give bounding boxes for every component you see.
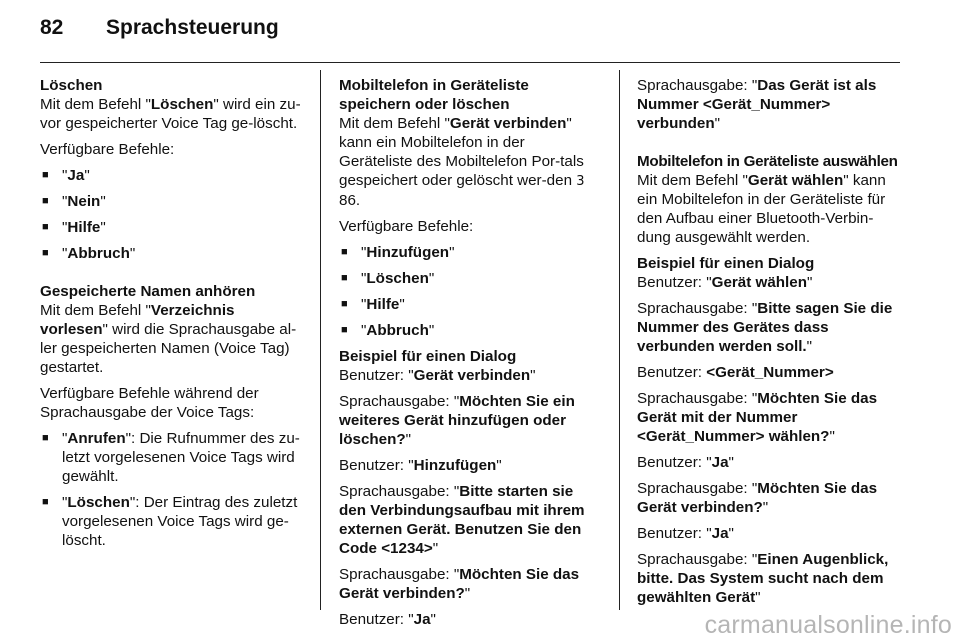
- column-2: [339, 76, 601, 636]
- dialog-line: Sprachausgabe: "Möchten Sie ein weiteres Gerät hinzufügen oder löschen?": [339, 393, 575, 448]
- column-1: [40, 76, 302, 557]
- paragraph: Mit dem Befehl "Löschen" wird ein zu-vor gespeicherter Voice Tag ge-löscht.: [40, 96, 301, 132]
- column-3: [637, 76, 899, 614]
- dialog-line: Sprachausgabe: "Bitte starten sie den Verbindungsaufbau mit ihrem externen Gerät. Benutzen Sie den Code <1234>": [339, 483, 585, 557]
- section-heading: Gespeicherte Namen anhören: [40, 283, 256, 300]
- list-item: ■ "Abbruch": [339, 321, 601, 340]
- arrow-icon: 3: [576, 174, 585, 189]
- section-heading: Mobiltelefon in Geräteliste speichern oder löschen: [339, 77, 529, 113]
- paragraph: Verfügbare Befehle während der Sprachausgabe der Voice Tags:: [40, 385, 259, 421]
- dialog-line: Benutzer: "Ja": [637, 525, 734, 542]
- dialog-line: Sprachausgabe: "Einen Augenblick, bitte. Das System sucht nach dem gewählten Gerät": [637, 551, 889, 606]
- list-item: ■ "Ja": [40, 166, 302, 185]
- list-item: ■ "Hilfe": [40, 218, 302, 237]
- dialog-line: Benutzer: "Ja": [637, 454, 734, 471]
- list-item: ■ "Löschen": [339, 269, 601, 288]
- paragraph: Verfügbare Befehle:: [339, 218, 474, 235]
- list-item: ■ "Hilfe": [339, 295, 601, 314]
- dialog-line: Benutzer: "Gerät verbinden": [339, 367, 536, 384]
- dialog-line: Benutzer: "Hinzufügen": [339, 457, 502, 474]
- column-divider: [619, 70, 620, 610]
- section-heading: Mobiltelefon in Geräteliste auswählen: [637, 153, 898, 170]
- page-header: [40, 16, 279, 40]
- dialog-line: Benutzer: <Gerät_Nummer>: [637, 364, 834, 381]
- dialog-line: Sprachausgabe: "Das Gerät ist als Nummer <Gerät_Nummer> verbunden": [637, 77, 877, 132]
- paragraph: Mit dem Befehl "Gerät wählen" kann ein Mobiltelefon in der Geräteliste für den Aufbau einer Bluetooth-Verbin-dung ausgewählt werden.: [637, 172, 886, 246]
- section-heading: Beispiel für einen Dialog: [339, 348, 517, 365]
- list-item: ■ "Nein": [40, 192, 302, 211]
- page-title: Sprachsteuerung: [106, 16, 279, 39]
- paragraph: Mit dem Befehl "Verzeichnis vorlesen" wird die Sprachausgabe al-ler gespeicherten Namen (Voice Tag) gestartet.: [40, 302, 297, 376]
- list-item: ■ "Löschen": Der Eintrag des zuletzt vorgelesenen Voice Tags wird ge-löscht.: [40, 493, 302, 550]
- list-item: ■ "Abbruch": [40, 244, 302, 263]
- paragraph: Verfügbare Befehle:: [40, 141, 175, 158]
- page-number: 82: [40, 16, 64, 39]
- list-item: ■ "Hinzufügen": [339, 243, 601, 262]
- dialog-line: Benutzer: "Ja": [339, 611, 436, 628]
- section-heading: Beispiel für einen Dialog: [637, 255, 815, 272]
- watermark: carmanualsonline.info: [704, 611, 952, 639]
- section-heading: Löschen: [40, 77, 103, 94]
- header-rule: [40, 62, 900, 63]
- dialog-line: Sprachausgabe: "Bitte sagen Sie die Nummer des Gerätes dass verbunden werden soll.": [637, 300, 893, 355]
- column-divider: [320, 70, 321, 610]
- dialog-line: Sprachausgabe: "Möchten Sie das Gerät verbinden?": [637, 480, 878, 516]
- dialog-line: Benutzer: "Gerät wählen": [637, 274, 813, 291]
- list-item: ■ "Anrufen": Die Rufnummer des zu-letzt vorgelesenen Voice Tags wird gewählt.: [40, 429, 302, 486]
- dialog-line: Sprachausgabe: "Möchten Sie das Gerät mit der Nummer <Gerät_Nummer> wählen?": [637, 390, 878, 445]
- paragraph: Mit dem Befehl "Gerät verbinden" kann ein Mobiltelefon in der Geräteliste des Mobiltelefon Por-tals gespeichert oder gelöscht wer-den 3 86.: [339, 115, 585, 209]
- dialog-line: Sprachausgabe: "Möchten Sie das Gerät verbinden?": [339, 566, 580, 602]
